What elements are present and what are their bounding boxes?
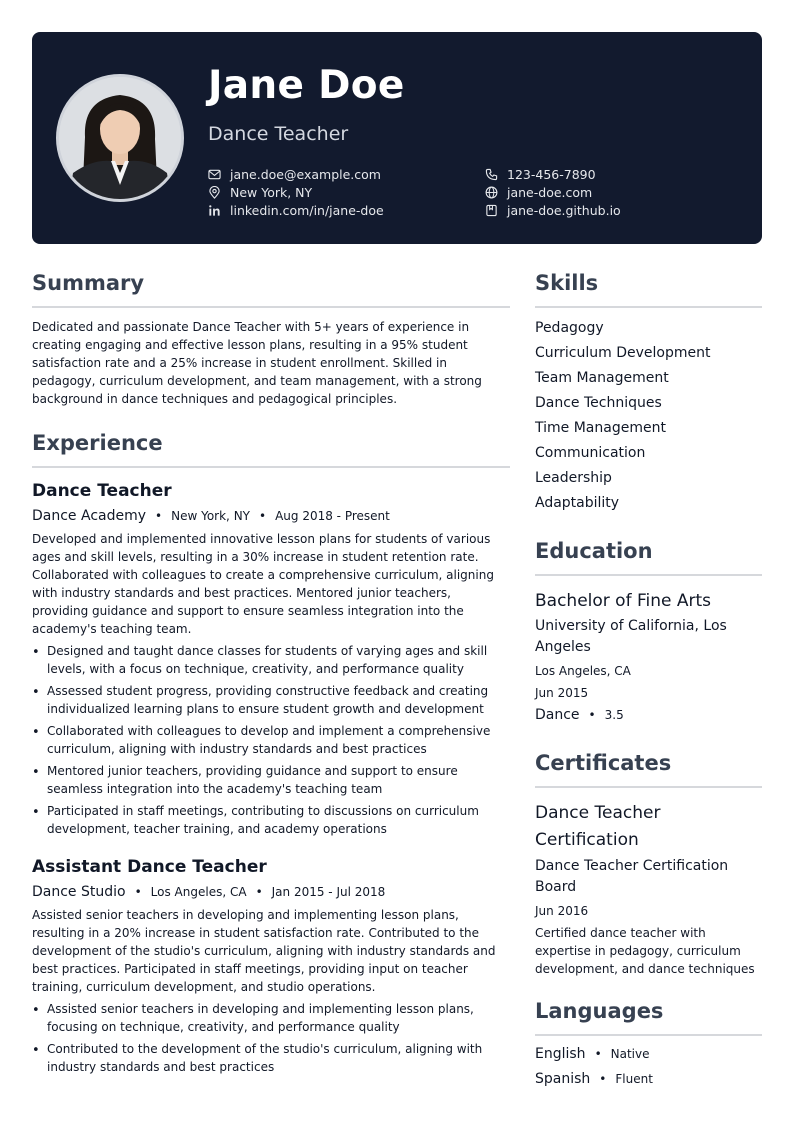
contact-phone-text: 123-456-7890 [507, 166, 596, 182]
certificate-issuer: Dance Teacher Certification Board [535, 858, 729, 895]
contact-portfolio[interactable] [485, 201, 621, 219]
skills-heading: Skills [535, 268, 762, 308]
mail-icon [208, 168, 221, 181]
language-item [535, 1042, 762, 1067]
education-school: University of California, Los Angeles [535, 618, 727, 655]
job-entry [32, 478, 510, 838]
language-level: Native [610, 1047, 650, 1061]
job-bullet: • Mentored junior teachers, providing guidance and support to ensure seamless integration into the academy's teaching team [32, 762, 510, 798]
languages-list [535, 1042, 762, 1092]
candidate-name: Jane Doe [208, 63, 405, 108]
summary-text: Dedicated and passionate Dance Teacher with 5+ years of experience in creating engaging and effective lesson plans, resulting in a 95% student satisfaction rate and a 25% increase in student enrollment. Skilled in pedagogy, curriculum development, and team management, with a strong background in dance techniques and pedagogical principles. [32, 320, 482, 406]
languages-heading: Languages [535, 996, 762, 1036]
skill-item: Team Management [535, 370, 669, 386]
candidate-title: Dance Teacher [208, 123, 349, 145]
location-icon [208, 186, 221, 199]
contact-linkedin-text: linkedin.com/in/jane-doe [230, 202, 384, 218]
skill-item: Pedagogy [535, 320, 604, 336]
side-column [535, 268, 762, 1092]
summary-heading: Summary [32, 268, 510, 308]
contact-location [208, 183, 384, 201]
contact-website[interactable] [485, 183, 621, 201]
separator-dot: • [155, 509, 163, 523]
certificate-date: Jun 2016 [535, 904, 589, 918]
job-bullets [32, 642, 510, 838]
separator-dot: • [594, 1047, 602, 1061]
education-heading: Education [535, 536, 762, 576]
education-date: Jun 2015 [535, 686, 589, 700]
job-bullet: • Collaborated with colleagues to develop and implement a comprehensive curriculum, aligning with industry standards and best practices [32, 722, 510, 758]
separator-dot: • [255, 885, 263, 899]
education-location: Los Angeles, CA [535, 664, 631, 678]
job-meta [32, 506, 510, 526]
job-bullets [32, 1000, 510, 1076]
job-title: Assistant Dance Teacher [32, 857, 267, 877]
linkedin-icon [208, 204, 221, 217]
certificate-description: Certified dance teacher with expertise in pedagogy, curriculum development, and dance techniques [535, 926, 755, 976]
education-gpa: 3.5 [604, 708, 624, 722]
job-entry [32, 854, 510, 1076]
contact-email-text: jane.doe@example.com [230, 166, 381, 182]
job-location: New York, NY [171, 509, 250, 523]
skills-list [535, 316, 762, 516]
contact-website-text: jane-doe.com [507, 184, 593, 200]
job-dates: Jan 2015 - Jul 2018 [271, 885, 386, 899]
globe-icon [485, 186, 498, 199]
education-field: Dance [535, 707, 580, 723]
certificate-name: Dance Teacher Certification [535, 803, 661, 850]
resume-header [32, 32, 762, 244]
job-bullet: • Assisted senior teachers in developing and implementing lesson plans, focusing on technique, creativity, and performance quality [32, 1000, 510, 1036]
experience-heading: Experience [32, 428, 510, 468]
job-meta [32, 882, 510, 902]
contact-email[interactable] [208, 165, 384, 183]
skill-item: Adaptability [535, 495, 620, 511]
separator-dot: • [588, 708, 596, 722]
skill-item: Curriculum Development [535, 345, 711, 361]
contact-portfolio-text: jane-doe.github.io [507, 202, 621, 218]
job-bullet: • Assessed student progress, providing constructive feedback and creating individualized learning plans to ensure student growth and development [32, 682, 510, 718]
job-bullet: • Contributed to the development of the studio's curriculum, aligning with industry standards and best practices [32, 1040, 510, 1076]
github-icon [485, 204, 498, 217]
contact-linkedin[interactable] [208, 201, 384, 219]
phone-icon [485, 168, 498, 181]
language-name: English [535, 1046, 586, 1062]
job-title: Dance Teacher [32, 481, 172, 501]
job-bullet: • Participated in staff meetings, contributing to discussions on curriculum development, teacher training, and academy operations [32, 802, 510, 838]
job-description: Assisted senior teachers in developing and implementing lesson plans, resulting in a 20% increase in student satisfaction rate. Contributed to the development of the studio's curriculum, aligning with industry standards and best practices. Participated in staff meetings, providing input on teacher training, curriculum development, and studio operations. [32, 908, 496, 994]
skill-item: Time Management [535, 420, 666, 436]
main-column [32, 268, 510, 1080]
education-field-line [535, 704, 762, 726]
contact-list-left [208, 165, 384, 219]
job-bullet: • Designed and taught dance classes for students of varying ages and skill levels, with a focus on technique, creativity, and performance quality [32, 642, 510, 678]
contact-location-text: New York, NY [230, 184, 313, 200]
separator-dot: • [259, 509, 267, 523]
certificates-heading: Certificates [535, 748, 762, 788]
skill-item: Dance Techniques [535, 395, 662, 411]
separator-dot: • [599, 1072, 607, 1086]
profile-photo [56, 74, 184, 202]
job-company: Dance Studio [32, 884, 126, 900]
job-location: Los Angeles, CA [150, 885, 247, 899]
language-level: Fluent [615, 1072, 653, 1086]
job-company: Dance Academy [32, 508, 147, 524]
education-degree: Bachelor of Fine Arts [535, 591, 712, 611]
job-dates: Aug 2018 - Present [275, 509, 390, 523]
skill-item: Leadership [535, 470, 612, 486]
language-item [535, 1067, 762, 1092]
separator-dot: • [134, 885, 142, 899]
language-name: Spanish [535, 1071, 591, 1087]
contact-list-right [485, 165, 621, 219]
contact-phone[interactable] [485, 165, 621, 183]
job-description: Developed and implemented innovative lesson plans for students of various ages and skill levels, resulting in a 30% increase in student retention rate. Collaborated with colleagues to create a comprehensive curriculum, aligning with industry standards and best practices. Mentored junior teachers, providing guidance and support to ensure seamless integration into the academy's teaching team. [32, 532, 494, 636]
skill-item: Communication [535, 445, 646, 461]
